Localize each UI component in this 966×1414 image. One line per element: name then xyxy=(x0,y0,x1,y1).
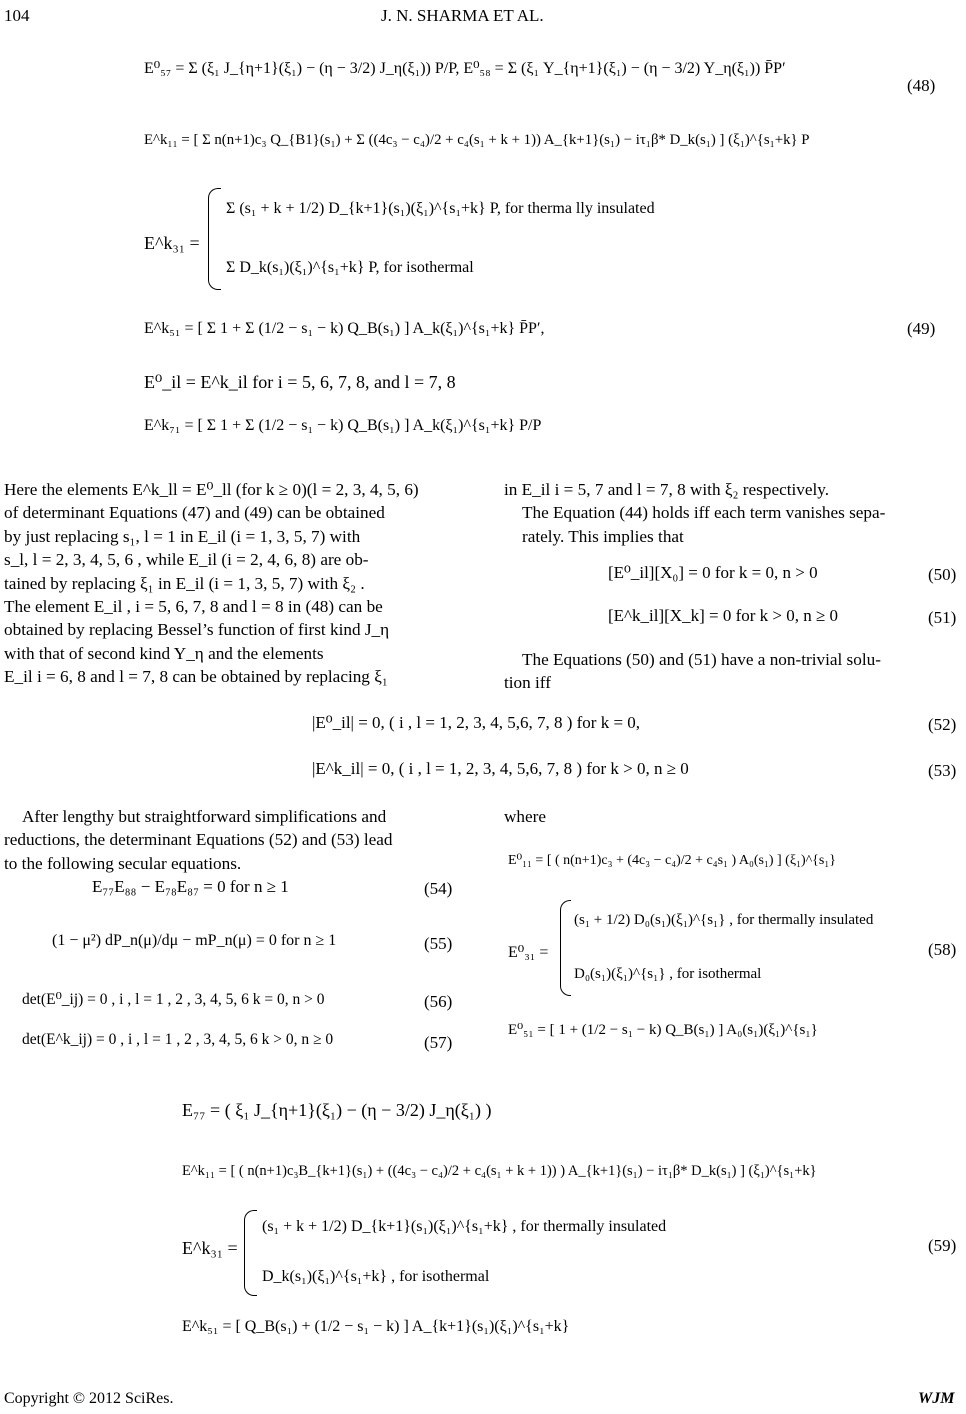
paragraph-vanish xyxy=(504,501,962,548)
text-line: s_l, l = 2, 3, 4, 5, 6 , while E_il (i = 2, 4, 6, 8) are ob- xyxy=(4,550,369,570)
equation-52: |E⁰_il| = 0, ( i , l = 1, 2, 3, 4, 5,6, 7, 8 ) for k = 0, xyxy=(312,713,641,732)
equation-E11-bottom: E^k₁₁ = [ ( n(n+1)c₃B_{k+1}(s₁) + ((4c₃ − c₄)/2 + c₄(s₁ + k + 1)) ) A_{k+1}(s₁) − iτ₁β* D_k(s₁) ] (ξ₁)^{s₁+k} xyxy=(182,1163,817,1179)
text-line: reductions, the determinant Equations (52) and (53) lead xyxy=(4,830,393,850)
equation-48-label: (48) xyxy=(907,76,936,95)
equation-E031-lhs: E⁰₃₁ = xyxy=(508,944,549,961)
equation-51-label: (51) xyxy=(928,608,957,627)
brace-E031 xyxy=(560,900,571,996)
equation-51: [E^k_il][X_k] = 0 for k > 0, n ≥ 0 xyxy=(608,606,839,625)
text-line: E_il i = 6, 8 and l = 7, 8 can be obtained by replacing ξ₁ xyxy=(4,667,388,687)
text-line: of determinant Equations (47) and (49) can be obtained xyxy=(4,503,385,523)
equation-58-label: (58) xyxy=(928,940,957,959)
left-column xyxy=(4,478,462,689)
equation-56: det(E⁰_ij) = 0 , i , l = 1 , 2 , 3, 4, 5, 6 k = 0, n > 0 xyxy=(22,991,325,1008)
text-line: rately. This implies that xyxy=(522,526,684,546)
where-label: where xyxy=(504,807,546,826)
brace-E31 xyxy=(208,188,221,290)
right-column xyxy=(504,478,962,548)
equation-53-label: (53) xyxy=(928,761,957,780)
equation-E51-top: E^k₅₁ = [ Σ 1 + Σ (1/2 − s₁ − k) Q_B(s₁) ] A_k(ξ₁)^{s₁+k} P̄P′, xyxy=(144,320,545,337)
journal-abbrev: WJM xyxy=(918,1390,955,1407)
text-line: After lengthy but straightforward simplifications and xyxy=(22,807,387,826)
equation-E11-top: E^k₁₁ = [ Σ n(n+1)c₃ Q_{B1}(s₁) + Σ ((4c₃ − c₄)/2 + c₄(s₁ + k + 1)) A_{k+1}(s₁) − iτ₁β* D_k(s₁) ] (ξ₁)^{s₁+k} P xyxy=(144,132,810,148)
text-line: The Equations (50) and (51) have a non-trivial solu- xyxy=(522,650,881,669)
equation-59-label: (59) xyxy=(928,1236,957,1255)
equation-Eil: E⁰_il = E^k_il for i = 5, 6, 7, 8, and l = 7, 8 xyxy=(144,372,456,392)
text-line: with that of second kind Y_η and the elements xyxy=(4,643,324,663)
text-line: The Equation (44) holds iff each term vanishes sepa- xyxy=(522,503,886,523)
equation-E031-isothermal: D₀(s₁)(ξ₁)^{s₁} , for isothermal xyxy=(574,966,762,982)
page-number: 104 xyxy=(4,6,30,25)
paragraph-secular xyxy=(4,805,462,875)
equation-50-label: (50) xyxy=(928,565,957,584)
equation-E31-bottom-insulated: (s₁ + k + 1/2) D_{k+1}(s₁)(ξ₁)^{s₁+k} , for thermally insulated xyxy=(262,1218,667,1235)
equation-E71: E^k₇₁ = [ Σ 1 + Σ (1/2 − s₁ − k) Q_B(s₁) ] A_k(ξ₁)^{s₁+k} P/P xyxy=(144,417,542,434)
text-line: Here the elements E^k_ll = E⁰_ll (for k ≥ 0)(l = 2, 3, 4, 5, 6) xyxy=(4,480,419,499)
running-title: J. N. SHARMA ET AL. xyxy=(381,6,544,25)
equation-E31-lhs: E^k₃₁ = xyxy=(144,233,200,253)
equation-55-label: (55) xyxy=(424,934,453,953)
equation-E31-insulated: Σ (s₁ + k + 1/2) D_{k+1}(s₁)(ξ₁)^{s₁+k} P, for therma lly insulated xyxy=(226,200,655,217)
paragraph-nontrivial xyxy=(504,648,962,695)
equation-52-label: (52) xyxy=(928,715,957,734)
equation-E31-bottom-isothermal: D_k(s₁)(ξ₁)^{s₁+k} , for isothermal xyxy=(262,1268,490,1285)
equation-E31-isothermal: Σ D_k(s₁)(ξ₁)^{s₁+k} P, for isothermal xyxy=(226,259,474,276)
equation-E77: E₇₇ = ( ξ₁ J_{η+1}(ξ₁) − (η − 3/2) J_η(ξ₁) ) xyxy=(182,1100,492,1120)
equation-57-label: (57) xyxy=(424,1033,453,1052)
brace-E31-bottom xyxy=(244,1210,257,1296)
text-line: in E_il i = 5, 7 and l = 7, 8 with ξ₂ respectively. xyxy=(504,480,830,499)
equation-48-line: E⁰₅₇ = Σ (ξ₁ J_{η+1}(ξ₁) − (η − 3/2) J_η(ξ₁)) P/P, E⁰₅₈ = Σ (ξ₁ Y_{η+1}(ξ₁) − (η − 3/2) Y_η(ξ₁)) P̄P′ xyxy=(144,60,786,77)
equation-54: E₇₇E₈₈ − E₇₈E₈₇ = 0 for n ≥ 1 xyxy=(92,877,289,896)
equation-57: det(E^k_ij) = 0 , i , l = 1 , 2 , 3, 4, 5, 6 k > 0, n ≥ 0 xyxy=(22,1031,334,1048)
text-line: tion iff xyxy=(504,673,551,693)
equation-53: |E^k_il| = 0, ( i , l = 1, 2, 3, 4, 5,6, 7, 8 ) for k > 0, n ≥ 0 xyxy=(312,759,689,778)
text-line: tained by replacing ξ₁ in E_il (i = 1, 3, 5, 7) with ξ₂ . xyxy=(4,573,365,593)
equation-E31-bottom-lhs: E^k₃₁ = xyxy=(182,1238,238,1258)
equation-E031-insulated: (s₁ + 1/2) D₀(s₁)(ξ₁)^{s₁} , for thermally insulated xyxy=(574,912,874,928)
text-line: obtained by replacing Bessel’s function of first kind J_η xyxy=(4,620,390,640)
equation-56-label: (56) xyxy=(424,992,453,1011)
paragraph-elements xyxy=(4,478,462,689)
copyright: Copyright © 2012 SciRes. xyxy=(4,1390,174,1407)
equation-E51-bottom: E^k₅₁ = [ Q_B(s₁) + (1/2 − s₁ − k) ] A_{k+1}(s₁)(ξ₁)^{s₁+k} xyxy=(182,1318,570,1335)
equation-E011: E⁰₁₁ = [ ( n(n+1)c₃ + (4c₃ − c₄)/2 + c₄s₁ ) A₀(s₁) ] (ξ₁)^{s₁} xyxy=(508,853,836,868)
equation-55: (1 − μ²) dP_n(μ)/dμ − mP_n(μ) = 0 for n ≥ 1 xyxy=(52,932,337,949)
text-line: The element E_il , i = 5, 6, 7, 8 and l = 8 in (48) can be xyxy=(4,597,383,617)
equation-54-label: (54) xyxy=(424,879,453,898)
text-line: by just replacing s₁, l = 1 in E_il (i = 1, 3, 5, 7) with xyxy=(4,526,361,546)
equation-49-label: (49) xyxy=(907,319,936,338)
equation-50: [E⁰_il][X₀] = 0 for k = 0, n > 0 xyxy=(608,563,818,582)
equation-E051: E⁰₅₁ = [ 1 + (1/2 − s₁ − k) Q_B(s₁) ] A₀(s₁)(ξ₁)^{s₁} xyxy=(508,1022,818,1038)
text-line: to the following secular equations. xyxy=(4,853,242,873)
